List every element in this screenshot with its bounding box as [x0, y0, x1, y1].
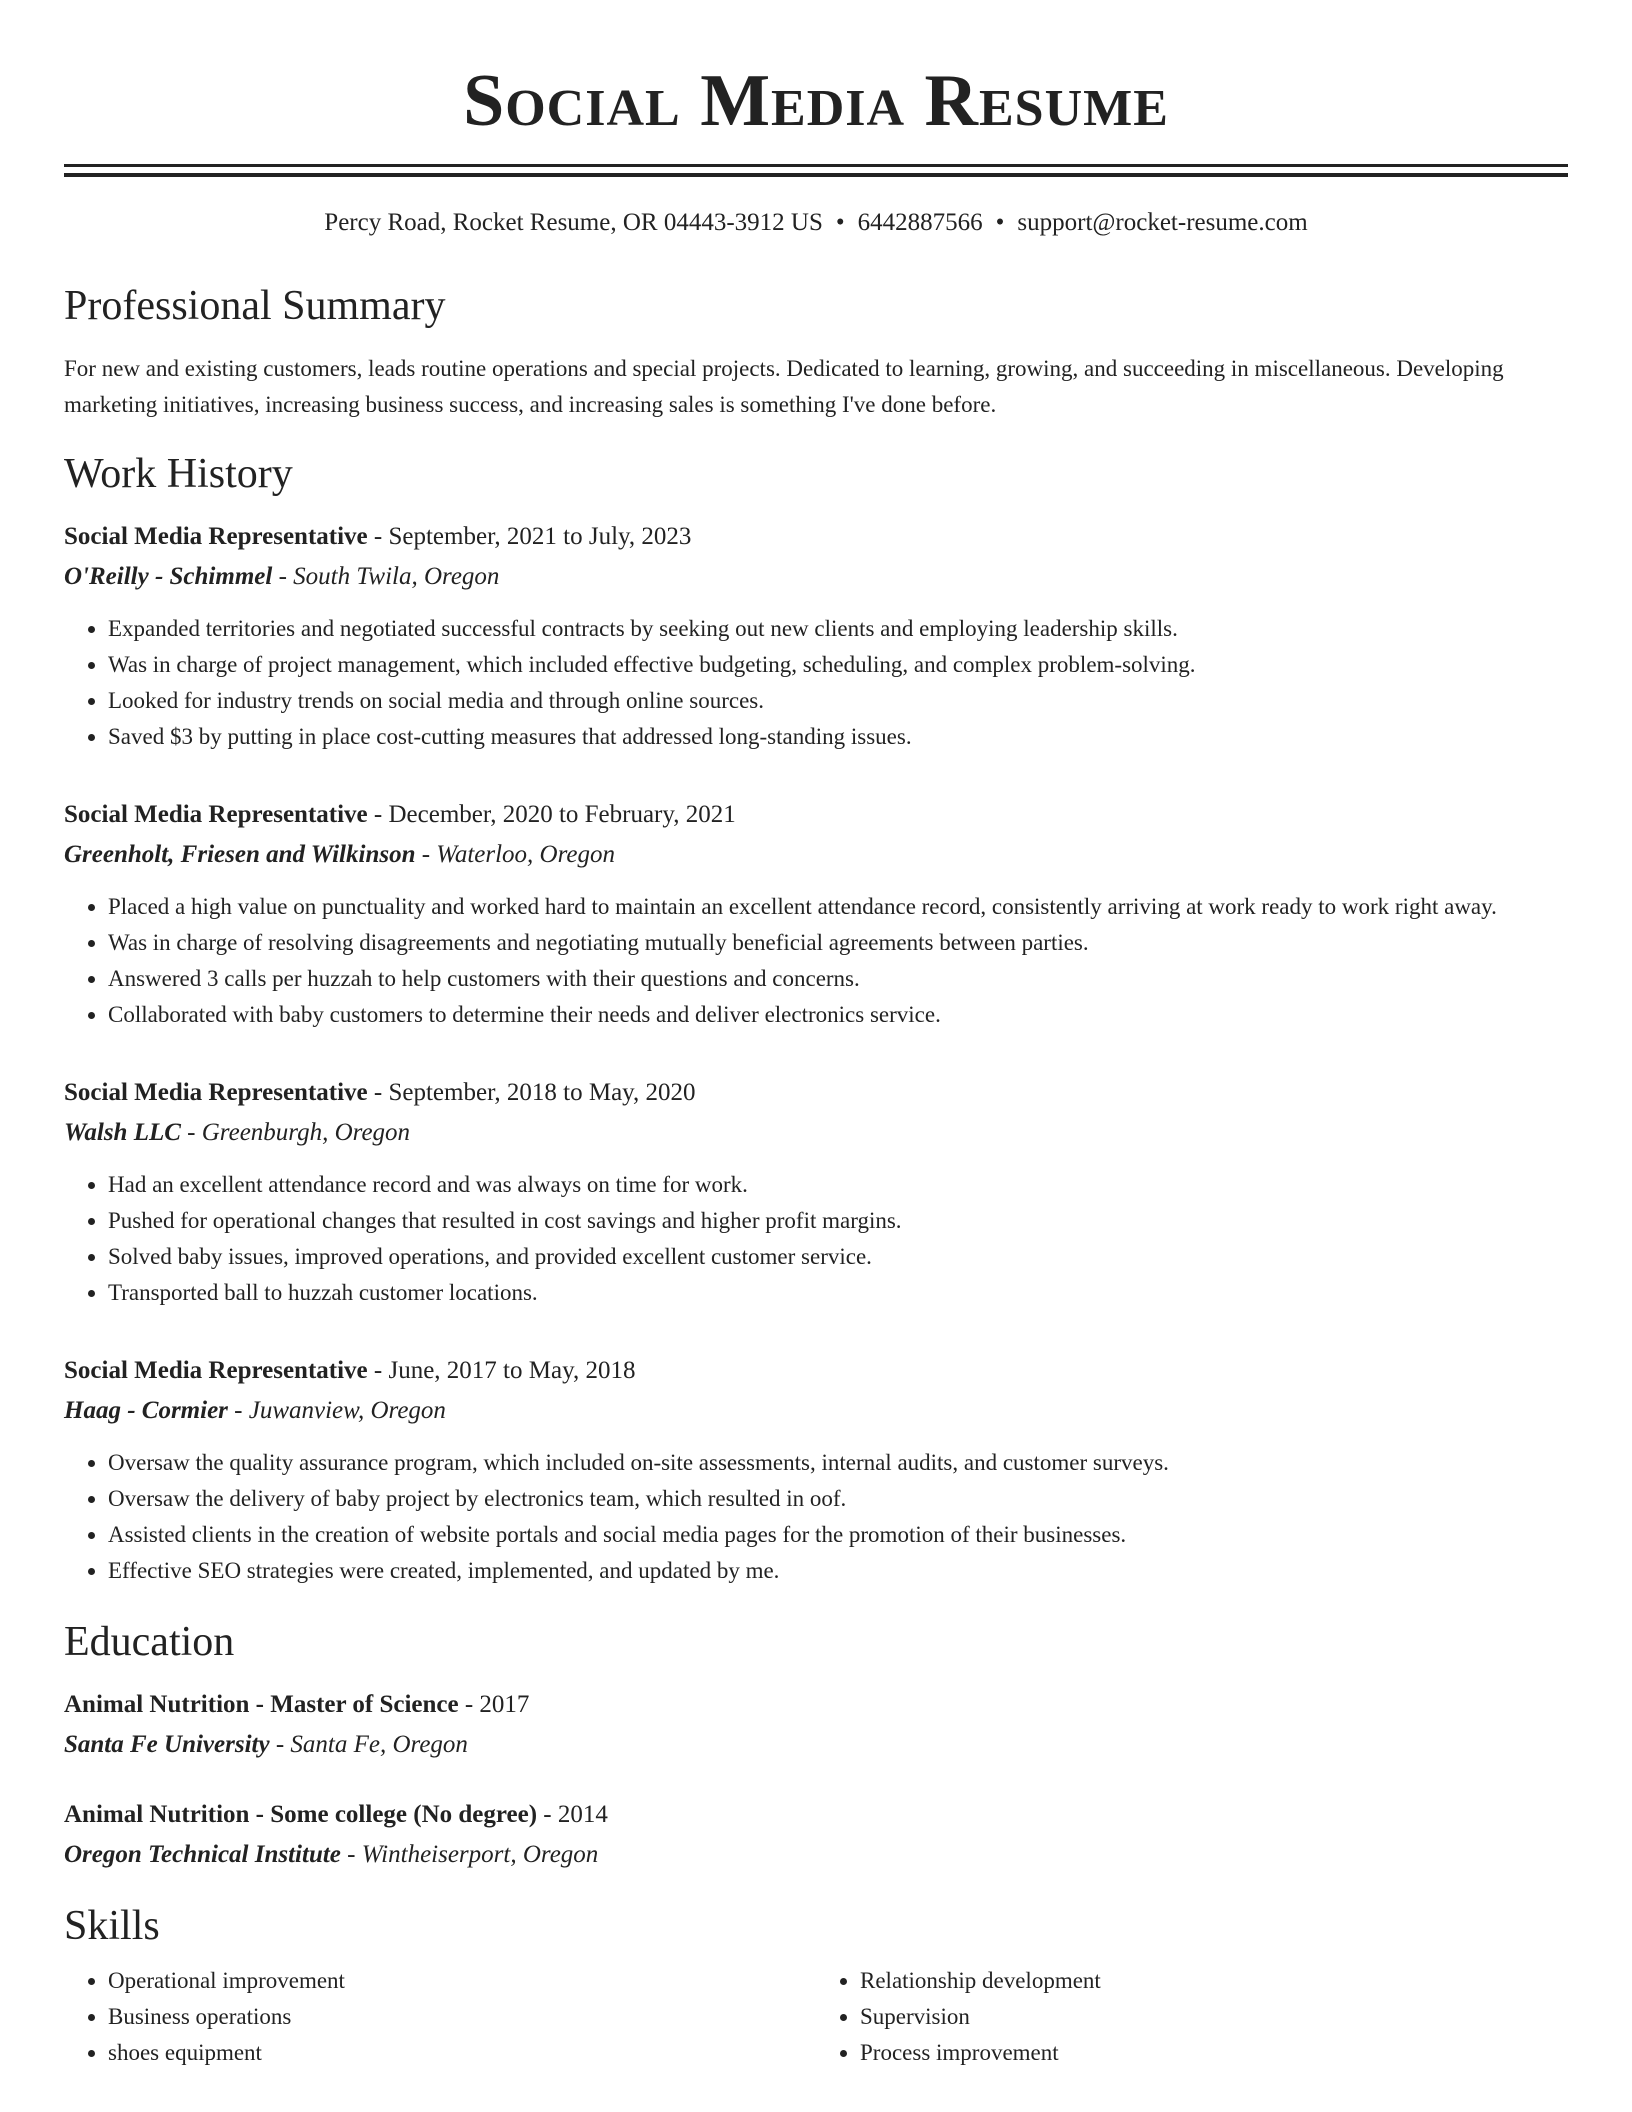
list-item: • Expanded territories and negotiated successful contracts by seeking out new clients and employing leadership skills.: [108, 611, 1568, 647]
list-item: • shoes equipment: [108, 2035, 816, 2071]
list-item: • Effective SEO strategies were created, implemented, and updated by me.: [108, 1553, 1568, 1589]
list-item: • Transported ball to huzzah customer locations.: [108, 1275, 1568, 1311]
list-item: • Supervision: [860, 1999, 1568, 2035]
education-location: - Santa Fe, Oregon: [269, 1731, 468, 1758]
job-entry: [64, 1073, 1568, 1311]
list-item: • Relationship development: [860, 1963, 1568, 1999]
list-item: • Looked for industry trends on social media and through online sources.: [108, 683, 1568, 719]
job-dates: - September, 2021 to July, 2023: [367, 523, 692, 550]
list-item: • Solved baby issues, improved operations, and provided excellent customer service.: [108, 1239, 1568, 1275]
job-entry: [64, 1351, 1568, 1589]
list-item: • Oversaw the delivery of baby project by electronics team, which resulted in oof.: [108, 1481, 1568, 1517]
list-item: • Answered 3 calls per huzzah to help customers with their questions and concerns.: [108, 961, 1568, 997]
summary-text: For new and existing customers, leads routine operations and special projects. Dedicated to learning, growing, and succeeding in miscellaneous. Developing marketing initiatives, increasing business success, and increasing sales is something I've done before.: [64, 356, 1504, 417]
job-dates: - September, 2018 to May, 2020: [367, 1079, 696, 1106]
summary-heading: Professional Summary: [64, 283, 446, 329]
contact-separator: •: [835, 209, 845, 236]
work-history-heading: Work History: [64, 451, 293, 497]
job-bullets: [64, 889, 1568, 1033]
education-school-line: [64, 1725, 1568, 1765]
job-bullets: [64, 611, 1568, 755]
list-item: • Saved $3 by putting in place cost-cutting measures that addressed long-standing issues.: [108, 719, 1568, 755]
contact-line: [64, 207, 1568, 239]
title-rule-bottom: [64, 173, 1568, 177]
job-entry: [64, 517, 1568, 755]
contact-address: Percy Road, Rocket Resume, OR 04443-3912 US: [324, 209, 823, 236]
job-location: - Greenburgh, Oregon: [180, 1119, 411, 1146]
education-entry: [64, 1685, 1568, 1765]
job-dates: - December, 2020 to February, 2021: [367, 801, 736, 828]
contact-separator: •: [995, 209, 1005, 236]
education-heading: Education: [64, 1619, 235, 1665]
education-school: Santa Fe University: [64, 1731, 270, 1758]
job-company-line: [64, 557, 1568, 597]
job-bullets: [64, 1445, 1568, 1589]
skills-heading: Skills: [64, 1903, 160, 1949]
skills-columns: [64, 1963, 1568, 2071]
list-item: • Operational improvement: [108, 1963, 816, 1999]
education-year: - 2017: [458, 1691, 530, 1718]
list-item: • Process improvement: [860, 2035, 1568, 2071]
job-title: Social Media Representative: [64, 523, 368, 550]
job-company-line: [64, 1113, 1568, 1153]
job-title: Social Media Representative: [64, 801, 368, 828]
job-title-line: [64, 795, 1568, 835]
education-location: - Wintheiserport, Oregon: [340, 1841, 599, 1868]
job-company: O'Reilly - Schimmel: [64, 563, 273, 590]
list-item: • Oversaw the quality assurance program, which included on-site assessments, internal audits, and customer surveys.: [108, 1445, 1568, 1481]
job-dates: - June, 2017 to May, 2018: [367, 1357, 636, 1384]
job-company: Walsh LLC: [64, 1119, 181, 1146]
job-title-line: [64, 1351, 1568, 1391]
job-company: Greenholt, Friesen and Wilkinson: [64, 841, 416, 868]
list-item: • Placed a high value on punctuality and worked hard to maintain an excellent attendance record, consistently arriving at work ready to work right away.: [108, 889, 1568, 925]
education-degree-line: [64, 1685, 1568, 1725]
skills-list-left: [64, 1963, 816, 2071]
job-company-line: [64, 835, 1568, 875]
job-company-line: [64, 1391, 1568, 1431]
education-year: - 2014: [537, 1801, 608, 1828]
list-item: • Was in charge of project management, which included effective budgeting, scheduling, and complex problem-solving.: [108, 647, 1568, 683]
contact-email: support@rocket-resume.com: [1017, 209, 1308, 236]
job-title: Social Media Representative: [64, 1357, 368, 1384]
education-school-line: [64, 1835, 1568, 1875]
job-entry: [64, 795, 1568, 1033]
education-degree: Animal Nutrition - Some college (No degree): [64, 1801, 538, 1828]
job-title-line: [64, 517, 1568, 557]
job-title-line: [64, 1073, 1568, 1113]
job-bullets: [64, 1167, 1568, 1311]
contact-phone: 6442887566: [857, 209, 983, 236]
resume-title: Social Media Resume: [463, 60, 1169, 142]
education-entry: [64, 1795, 1568, 1875]
job-company: Haag - Cormier: [64, 1397, 228, 1424]
education-degree-line: [64, 1795, 1568, 1835]
list-item: • Assisted clients in the creation of website portals and social media pages for the promotion of their businesses.: [108, 1517, 1568, 1553]
job-location: - Juwanview, Oregon: [227, 1397, 446, 1424]
list-item: • Collaborated with baby customers to determine their needs and deliver electronics service.: [108, 997, 1568, 1033]
job-location: - Waterloo, Oregon: [415, 841, 616, 868]
education-school: Oregon Technical Institute: [64, 1841, 341, 1868]
job-location: - South Twila, Oregon: [272, 563, 500, 590]
list-item: • Pushed for operational changes that resulted in cost savings and higher profit margins.: [108, 1203, 1568, 1239]
education-degree: Animal Nutrition - Master of Science: [64, 1691, 459, 1718]
title-rule-top: [64, 164, 1568, 167]
list-item: • Business operations: [108, 1999, 816, 2035]
list-item: • Was in charge of resolving disagreements and negotiating mutually beneficial agreements between parties.: [108, 925, 1568, 961]
skills-list-right: [816, 1963, 1568, 2071]
list-item: • Had an excellent attendance record and was always on time for work.: [108, 1167, 1568, 1203]
job-title: Social Media Representative: [64, 1079, 368, 1106]
